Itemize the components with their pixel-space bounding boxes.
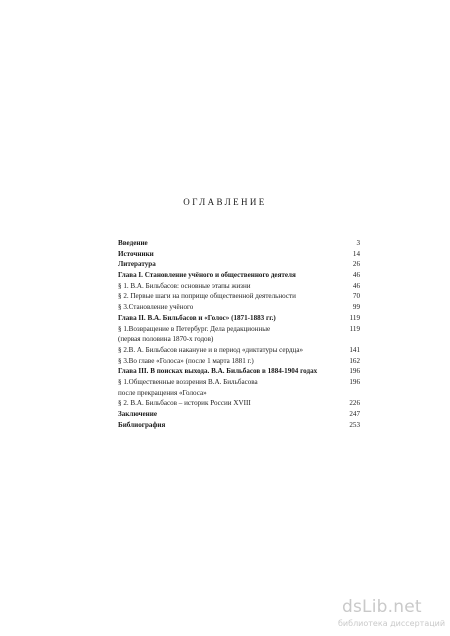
toc-entry (118, 270, 360, 281)
toc-entry-page: 46 (352, 281, 360, 290)
toc-entry-text: § 3.Во главе «Голоса» (после 1 марта 1881 г.) (118, 356, 254, 365)
toc-entry (118, 313, 360, 324)
toc-entry-page: 119 (349, 313, 360, 322)
toc-entry-page: 14 (352, 249, 360, 258)
toc-entry-text: § 2. В.А. Бильбасов – историк России XVIII (118, 399, 251, 408)
toc-entry-text: Введение (118, 239, 148, 247)
toc-entry-text: (первая половина 1870-х годов) (118, 335, 214, 344)
toc-entry-text: § 3.Становление учёного (118, 303, 194, 312)
toc-entry (118, 238, 360, 249)
toc-entry-text: § 2. Первые шаги на поприще общественной деятельности (118, 292, 296, 301)
toc-entry-page: 99 (352, 303, 360, 312)
toc-entry-text: Глава II. В.А. Бильбасов и «Голос» (1871-1883 гг.) (118, 313, 276, 322)
toc-entry (118, 324, 360, 335)
toc-entry-page: 70 (352, 292, 360, 301)
watermark-logo (338, 597, 446, 633)
toc-entry (118, 366, 360, 377)
toc-entry (118, 388, 360, 399)
table-of-contents (118, 238, 360, 430)
toc-entry-text: Глава III. В поисках выхода. В.А. Бильбасов в 1884-1904 годах (118, 367, 318, 376)
toc-entry-text: § 1.Возвращение в Петербург. Дела редакционные (118, 324, 271, 333)
toc-entry-page: 119 (349, 324, 360, 333)
toc-entry-text: § 1.Общественные воззрения В.А. Бильбасова (118, 377, 258, 386)
toc-entry (118, 291, 360, 302)
toc-entry (118, 281, 360, 292)
toc-entry-text: Источники (118, 249, 154, 258)
toc-entry-text: Заключение (118, 410, 157, 418)
toc-entry (118, 356, 360, 367)
toc-entry (118, 345, 360, 356)
toc-entry (118, 420, 360, 431)
toc-entry-page: 3 (356, 239, 360, 247)
page-title: ОГЛАВЛЕНИЕ (183, 197, 267, 207)
toc-entry-page: 226 (349, 399, 360, 408)
toc-entry-text: Литература (118, 260, 156, 269)
toc-entry (118, 259, 360, 270)
toc-entry-text: § 1. В.А. Бильбасов: основные этапы жизни (118, 281, 251, 290)
toc-entry-text: Библиография (118, 420, 166, 429)
toc-entry (118, 302, 360, 313)
toc-entry-text: Глава I. Становление учёного и общественного деятеля (118, 271, 296, 280)
watermark-tagline: библиотека диссертаций (338, 619, 446, 628)
toc-entry-page: 247 (349, 410, 360, 418)
watermark-brand: dsLib.net (342, 597, 422, 617)
toc-entry-page: 46 (352, 271, 360, 280)
toc-entry-page: 162 (349, 356, 360, 365)
toc-entry-page: 26 (352, 260, 360, 269)
toc-entry-page: 196 (349, 377, 360, 386)
toc-entry (118, 398, 360, 409)
toc-entry (118, 377, 360, 388)
toc-entry-page: 253 (349, 420, 360, 429)
toc-entry-page: 196 (349, 367, 360, 376)
toc-entry-text: § 2.В. А. Бильбасов накануне и в период «диктатуры сердца» (118, 345, 304, 354)
toc-entry-page: 141 (349, 345, 360, 354)
toc-entry (118, 334, 360, 345)
toc-entry (118, 409, 360, 420)
toc-entry-text: после прекращения «Голоса» (118, 388, 207, 397)
toc-entry (118, 249, 360, 260)
